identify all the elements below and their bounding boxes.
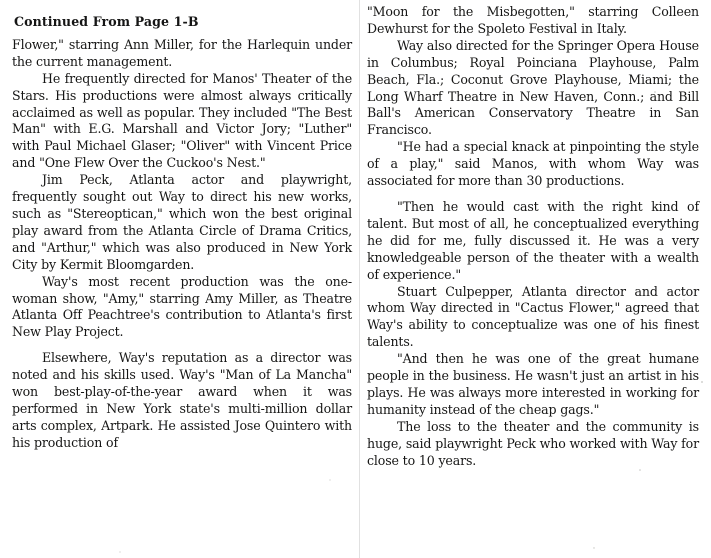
right-column-paragraphs [367, 4, 699, 469]
column-divider [359, 0, 360, 558]
article-paragraph: "He had a special knack at pinpointing the style of a play," said Manos, with whom Way was associated for more than 30 productions. [367, 139, 699, 189]
article-paragraph: Flower," starring Ann Miller, for the Harlequin under the current management. [12, 36, 352, 69]
article-paragraph: "And then he was one of the great humane people in the business. He wasn't just an artist in his plays. He was always more interested in working for humanity instead of the cheap gags." [367, 351, 699, 417]
continued-from-line: Continued From Page 1-B [14, 14, 199, 29]
article-paragraph: Way also directed for the Springer Opera House in Columbus; Royal Poinciana Playhouse, Palm Beach, Fla.; Coconut Grove Playhouse, Miami; the Long Wharf Theatre in New Haven, Conn.; and Bill Ball's American Conservatory Theatre in San Francisco. [367, 37, 699, 138]
article-paragraph: He frequently directed for Manos' Theater of the Stars. His productions were almost always critically acclaimed as well as popular. They included "The Best Man" with E.G. Marshall and Victor Jory; "Luther" with Paul Michael Glaser; "Oliver" with Vincent Price and "One Flew Over the Cuckoo's Nest." [12, 70, 352, 171]
article-paragraph: "Then he would cast with the right kind of talent. But most of all, he conceptualized everything he did for me, fully discussed it. He was a very knowledgeable person of the theater with a wealth of experience." [367, 198, 699, 282]
article-paragraph: Elsewhere, Way's reputation as a director was noted and his skills used. Way's "Man of La Mancha" won best-play-of-the-year award when it was performed in New York state's multi-million dollar arts complex, Artpark. He assisted Jose Quintero with his production of [12, 350, 352, 450]
left-column-paragraphs [12, 37, 352, 452]
article-paragraph: The loss to the theater and the community is huge, said playwright Peck who worked with Way for close to 10 years. [367, 418, 699, 468]
right-column [367, 4, 699, 469]
article-paragraph: Jim Peck, Atlanta actor and playwright, frequently sought out Way to direct his new works, such as "Stereoptican," which won the best original play award from the Atlanta Circle of Drama Critics, and "Arthur," which was also produced in New York City by Kermit Bloomgarden. [12, 172, 352, 272]
article-paragraph: "Moon for the Misbegotten," starring Colleen Dewhurst for the Spoleto Festival in Italy. [367, 4, 699, 36]
left-column [12, 4, 352, 452]
article-paragraph: Stuart Culpepper, Atlanta director and actor whom Way directed in "Cactus Flower," agreed that Way's ability to conceptualize was one of his finest talents. [367, 283, 699, 350]
article-paragraph: Way's most recent production was the one-woman show, "Amy," starring Amy Miller, as Theatre Atlanta Off Peachtree's contribution to Atlanta's first New Play Project. [12, 273, 352, 340]
